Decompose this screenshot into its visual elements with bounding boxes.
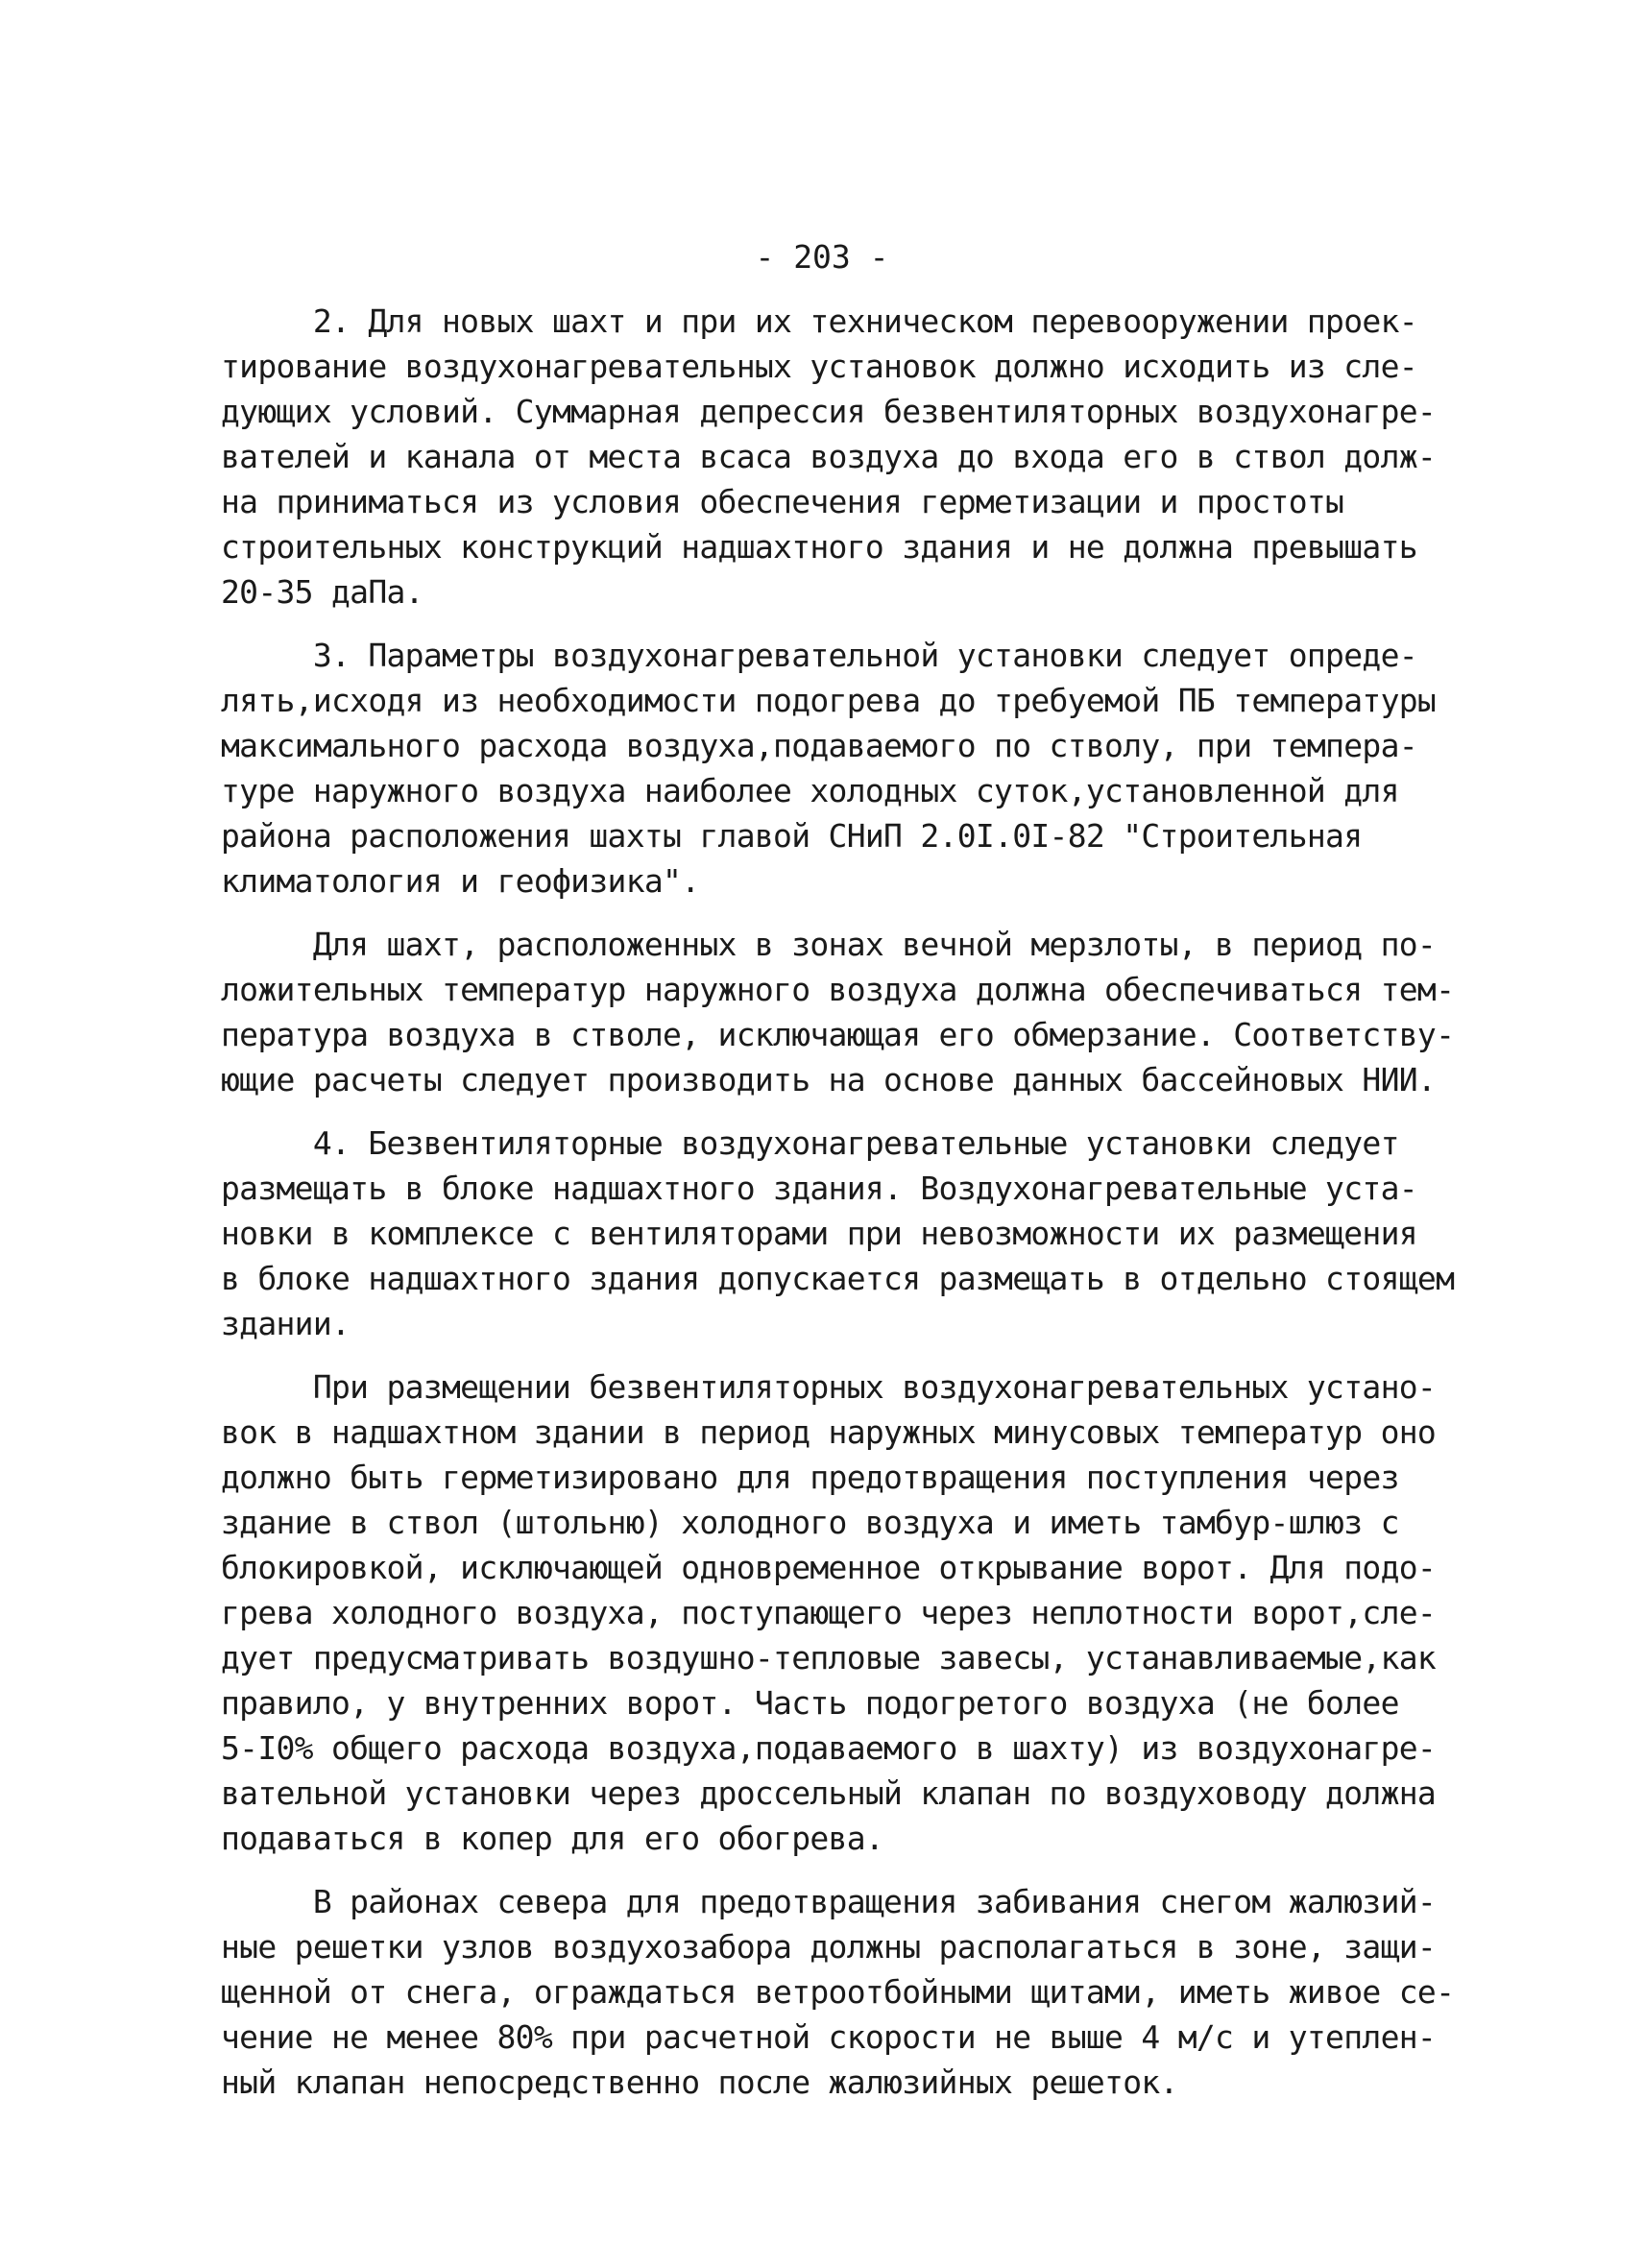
text-line: 5-I0% общего расхода воздуха,подаваемого в шахту) из воздухонагре- bbox=[221, 1729, 1437, 1767]
text-line: щенной от снега, ограждаться ветроотбойными щитами, иметь живое се- bbox=[221, 1973, 1455, 2011]
text-line: При размещении безвентиляторных воздухонагревательных устано- bbox=[221, 1368, 1437, 1406]
text-line: Для шахт, расположенных в зонах вечной мерзлоты, в период по- bbox=[221, 926, 1437, 963]
text-line: дующих условий. Суммарная депрессия безвентиляторных воздухонагре- bbox=[221, 393, 1437, 430]
text-line: ный клапан непосредственно после жалюзийных решеток. bbox=[221, 2063, 1178, 2101]
paragraph bbox=[221, 1121, 1479, 1346]
page-number: - 203 - bbox=[755, 238, 889, 276]
text-line: правило, у внутренних ворот. Часть подогретого воздуха (не более bbox=[221, 1684, 1399, 1722]
text-line: 2. Для новых шахт и при их техническом перевооружении проек- bbox=[221, 302, 1417, 340]
text-line: здание в ствол (штольню) холодного воздуха и иметь тамбур-шлюз с bbox=[221, 1504, 1399, 1541]
text-line: вательной установки через дроссельный клапан по воздуховоду должна bbox=[221, 1774, 1437, 1812]
text-line: 3. Параметры воздухонагревательной установки следует опреде- bbox=[221, 637, 1417, 674]
text-line: на приниматься из условия обеспечения герметизации и простоты bbox=[221, 483, 1344, 520]
text-line: дует предусматривать воздушно-тепловые завесы, устанавливаемые,как bbox=[221, 1639, 1437, 1677]
paragraph bbox=[221, 1364, 1479, 1861]
text-line: вок в надшахтном здании в период наружных минусовых температур оно bbox=[221, 1413, 1437, 1451]
text-line: климатология и геофизика". bbox=[221, 862, 700, 900]
text-line: строительных конструкций надшахтного здания и не должна превышать bbox=[221, 528, 1417, 566]
text-line: в блоке надшахтного здания допускается размещать в отдельно стоящем bbox=[221, 1260, 1455, 1297]
text-line: здании. bbox=[221, 1305, 351, 1342]
text-line: максимального расхода воздуха,подаваемого по стволу, при темпера- bbox=[221, 727, 1417, 764]
text-line: 20-35 даПа. bbox=[221, 573, 423, 611]
text-line: вателей и канала от места всаса воздуха до входа его в ствол долж- bbox=[221, 438, 1437, 475]
text-line: ющие расчеты следует производить на основе данных бассейновых НИИ. bbox=[221, 1061, 1437, 1098]
text-line: блокировкой, исключающей одновременное открывание ворот. Для подо- bbox=[221, 1549, 1437, 1586]
text-line: новки в комплексе с вентиляторами при невозможности их размещения bbox=[221, 1215, 1417, 1252]
text-line: чение не менее 80% при расчетной скорости не выше 4 м/с и утеплен- bbox=[221, 2018, 1437, 2056]
text-line: подаваться в копер для его обогрева. bbox=[221, 1820, 884, 1857]
text-line: размещать в блоке надшахтного здания. Воздухонагревательные уста- bbox=[221, 1170, 1417, 1207]
paragraph bbox=[221, 1879, 1479, 2105]
text-line: ные решетки узлов воздухозабора должны располагаться в зоне, защи- bbox=[221, 1928, 1437, 1966]
paragraph bbox=[221, 633, 1479, 904]
text-line: пература воздуха в стволе, исключающая его обмерзание. Соответству- bbox=[221, 1016, 1455, 1053]
text-line: ложительных температур наружного воздуха должна обеспечиваться тем- bbox=[221, 971, 1455, 1008]
text-line: В районах севера для предотвращения забивания снегом жалюзий- bbox=[221, 1883, 1437, 1920]
text-line: туре наружного воздуха наиболее холодных суток,установленной для bbox=[221, 772, 1399, 809]
text-line: должно быть герметизировано для предотвращения поступления через bbox=[221, 1459, 1399, 1496]
text-line: 4. Безвентиляторные воздухонагревательные установки следует bbox=[221, 1124, 1399, 1162]
text-line: тирование воздухонагревательных установок должно исходить из сле- bbox=[221, 348, 1417, 385]
text-line: грева холодного воздуха, поступающего через неплотности ворот,сле- bbox=[221, 1594, 1437, 1631]
paragraph bbox=[221, 922, 1479, 1102]
text-line: лять,исходя из необходимости подогрева до требуемой ПБ температуры bbox=[221, 682, 1437, 719]
paragraph bbox=[221, 299, 1479, 615]
body-text bbox=[221, 299, 1479, 2105]
text-line: района расположения шахты главой СНиП 2.0I.0I-82 "Строительная bbox=[221, 817, 1363, 855]
